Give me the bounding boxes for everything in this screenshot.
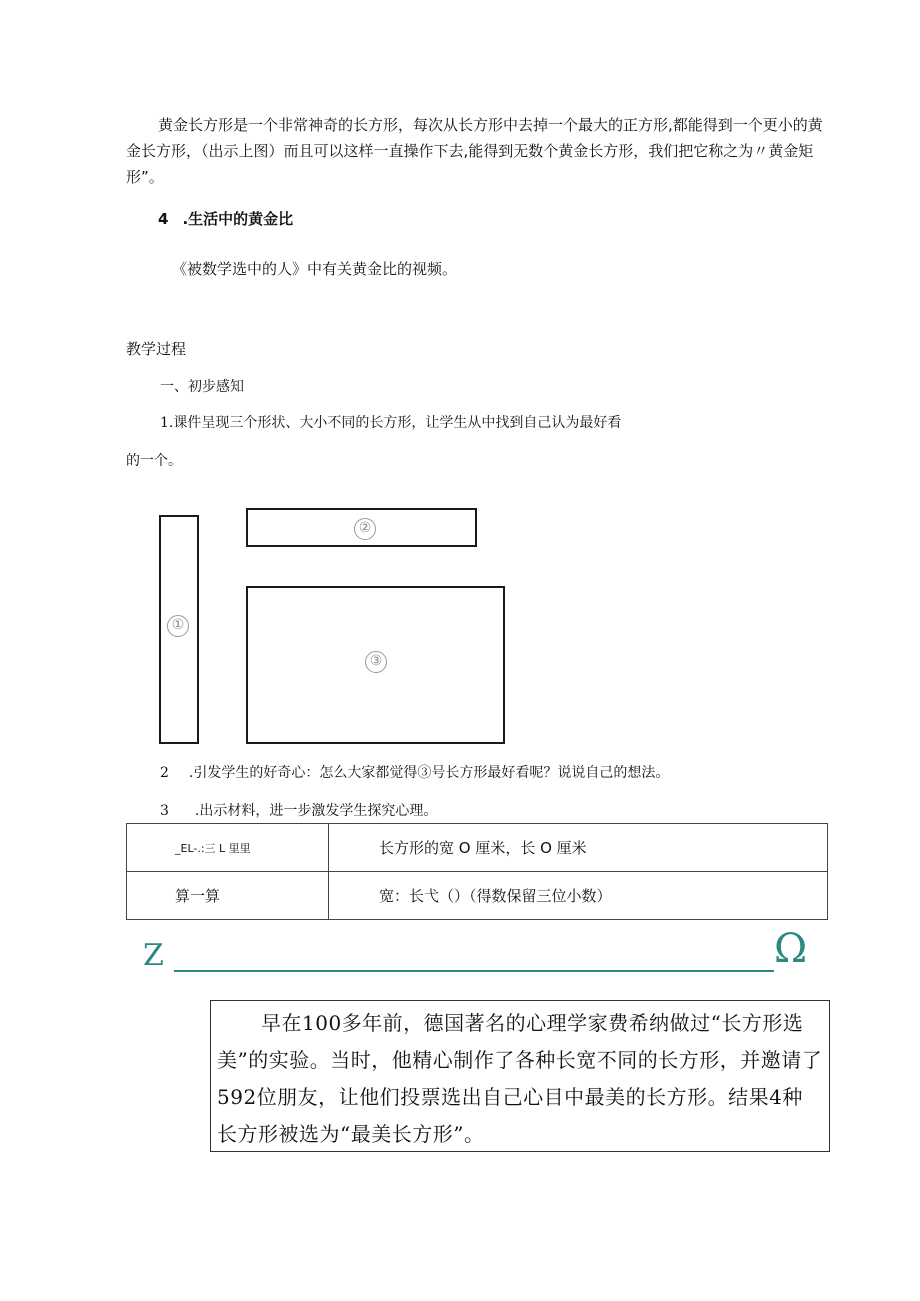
step-1-line-2: 的一个。	[126, 453, 182, 469]
decor-left-glyph: Z	[143, 938, 164, 973]
rectangle-1-label: ①	[167, 615, 189, 637]
step-3-text: .出示材料，进一步激发学生探究心理。	[194, 803, 438, 819]
step-3	[160, 800, 437, 820]
table-cell-label: _EL-.:三 L 里里	[127, 824, 329, 872]
boxed-story-text: 早在100多年前，德国著名的心理学家费希纳做过“长方形选美”的实验。当时，他精心制作了各种长宽不同的长方形，并邀请了592位朋友，让他们投票选出自己心目中最美的长方形。结果4种长方形被选为“最美长方形”。	[210, 1000, 830, 1152]
section-number: 4	[158, 210, 169, 228]
step-intro: 一、初步感知	[160, 379, 244, 395]
rectangle-2-label: ②	[354, 518, 376, 540]
step-3-number: 3	[160, 803, 169, 819]
table-row	[127, 872, 828, 920]
step-2-number: 2	[160, 765, 169, 781]
step-1-line-1: 1.课件呈现三个形状、大小不同的长方形，让学生从中找到自己认为最好看	[160, 415, 622, 431]
table-cell-content: 长方形的宽 O 厘米，长 O 厘米	[329, 824, 828, 872]
intro-paragraph: 黄金长方形是一个非常神奇的长方形，每次从长方形中去掉一个最大的正方形,都能得到一个更小的黄金长方形，（出示上图）而且可以这样一直操作下去,能得到无数个黄金长方形，我们把它称之为〃黄金矩形”。	[126, 116, 823, 186]
table-cell-content: 宽：长弋（）（得数保留三位小数）	[329, 872, 828, 920]
decor-underline	[174, 970, 774, 972]
table-row	[127, 824, 828, 872]
material-table	[126, 823, 828, 920]
step-2-text: .引发学生的好奇心：怎么大家都觉得③号长方形最好看呢？说说自己的想法。	[188, 765, 670, 781]
decor-omega-glyph: Ω	[774, 926, 808, 972]
section-title: .生活中的黄金比	[182, 210, 294, 228]
video-note: 《被数学选中的人》中有关黄金比的视频。	[172, 260, 458, 278]
step-2	[160, 762, 669, 782]
process-heading: 教学过程	[126, 340, 187, 358]
rectangle-3-label: ③	[365, 651, 387, 673]
section-heading	[158, 208, 293, 229]
table-cell-label: 算一算	[127, 872, 329, 920]
